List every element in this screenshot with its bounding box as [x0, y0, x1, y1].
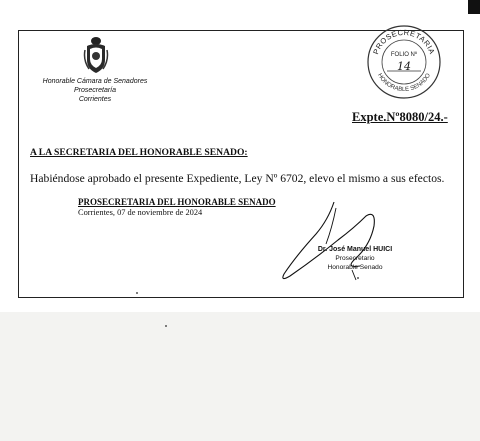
- signer-title: Prosecretario: [335, 255, 375, 262]
- provincial-coat-of-arms-icon: [83, 36, 109, 76]
- signer-block: [300, 245, 410, 272]
- scan-speck: [165, 325, 167, 327]
- stamp-folio-number: 14: [397, 60, 411, 73]
- institution-line: Prosecretaría: [73, 87, 117, 94]
- page-background: [0, 312, 480, 441]
- stamp-arc-top: PROSECRETARIA: [371, 27, 437, 56]
- signer-name: Dr. José Manuel HUICI: [317, 246, 393, 253]
- scan-speck: [136, 292, 138, 294]
- addressee-heading: A LA SECRETARIA DEL HONORABLE SENADO:: [30, 147, 248, 158]
- institution-line: Corrientes: [78, 96, 112, 103]
- document-date: Corrientes, 07 de noviembre de 2024: [78, 208, 203, 217]
- institution-block: [30, 77, 160, 104]
- scan-speck: [357, 277, 359, 279]
- prosecretaria-folio-stamp-icon: [365, 22, 443, 100]
- signer-body: Honorable Senado: [327, 264, 383, 271]
- expediente-number: Expte.Nº8080/24.-: [352, 110, 448, 124]
- scan-corner-mark: [468, 0, 480, 14]
- svg-text:HONORABLE SENADO: [376, 72, 432, 93]
- stamp-arc-bottom: HONORABLE SENADO: [376, 72, 432, 94]
- institution-line: Honorable Cámara de Senadores: [42, 78, 148, 85]
- stamp-folio-label: FOLIO Nº: [390, 52, 418, 58]
- office-heading: PROSECRETARIA DEL HONORABLE SENADO: [78, 197, 276, 207]
- body-paragraph: Habiéndose aprobado el presente Expediente, Ley Nº 6702, elevo el mismo a sus efectos.: [30, 172, 445, 185]
